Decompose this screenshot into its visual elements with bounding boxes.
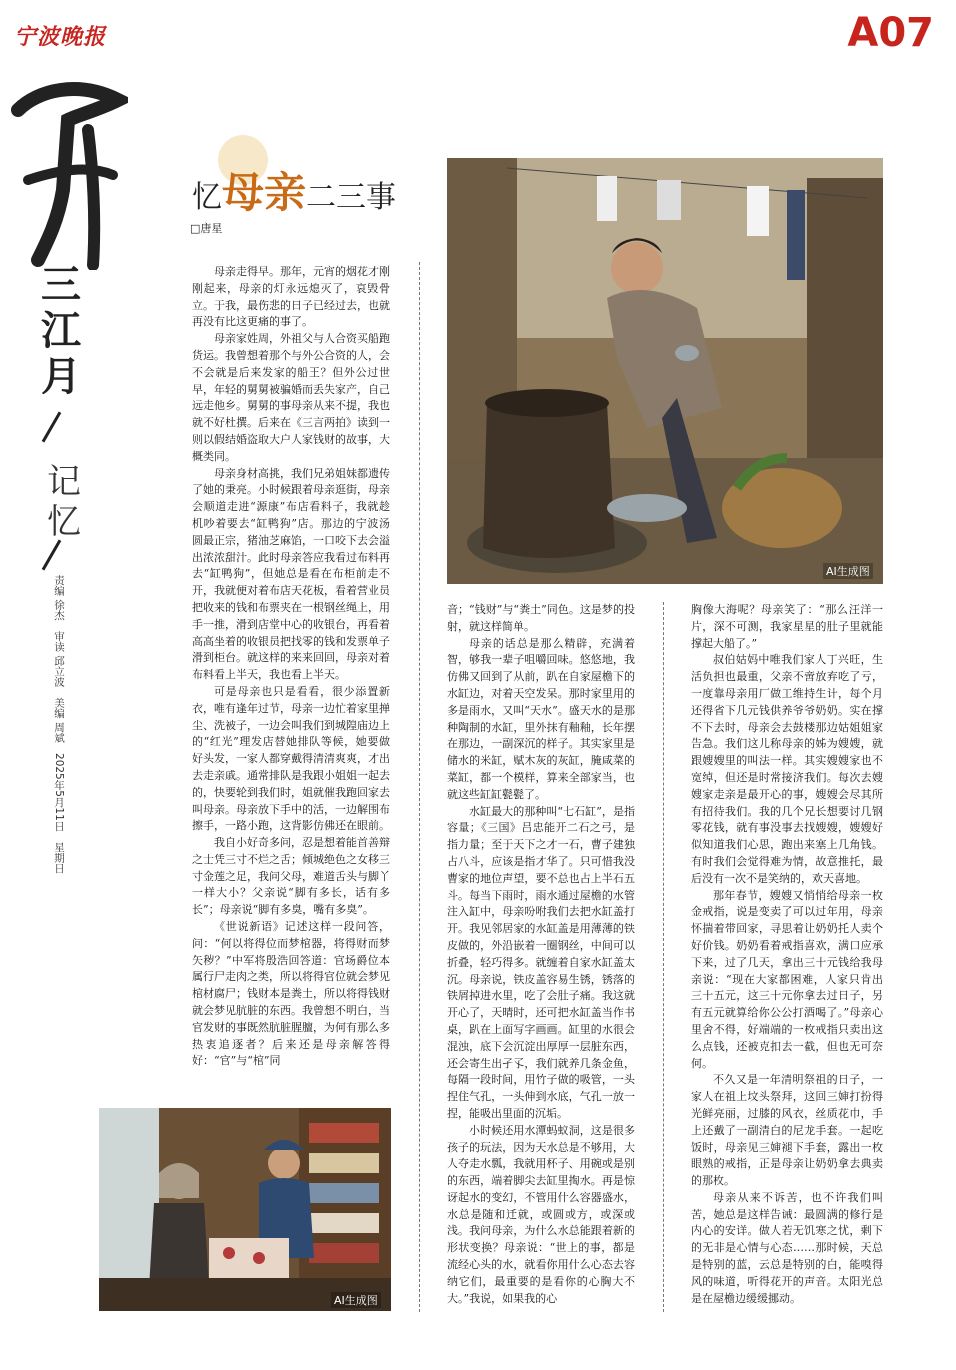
article-title [192, 160, 396, 220]
paragraph: 我自小好奇多问，忍是想着能首善辩之士凭三寸不烂之舌；倾城绝色之女移三寸金莲之足，我问父母，难道舌头与脚丫一样大小？父亲说“脚有多长，话有多长”；母亲说“脚有多臭，嘴有多臭”。 [192, 836, 390, 917]
divider-slash [42, 412, 62, 443]
subsection-char: 忆 [47, 502, 81, 542]
ai-generated-label: AI生成图 [823, 563, 873, 579]
subsection-char: 记 [47, 462, 81, 502]
paragraph: 母亲的话总是那么精辟，充满着智，够我一辈子咀嚼回味。悠悠地，我仿佛又回到了从前，趴在自家屋檐下的水缸边，对着天空发呆。那时家里用的多是雨水，又叫“天水”。盛天水的是那种陶制的水缸，里外抹有釉釉，长年摆在那边，一副深沉的样子。其实家里是储水的米缸，赋木灰的灰缸，腌咸菜的菜缸，都一个模样，算来全部家当，也就这些缸缸甏甏了。 [447, 636, 635, 801]
article-column-2 [447, 602, 635, 1312]
column-name [36, 262, 86, 400]
title-part: 忆 [192, 180, 222, 215]
paragraph: 母亲从来不诉苦，也不许我们叫苦，她总是这样告诫：最圆满的修行是内心的安详。做人若无饥寒之忧，剩下的无非是心情与心态……那时候，天总是特别的蓝，云总是特别的白，能嗅得风的味道，听得花开的声音。太阳光总是在屋檐边缓缓挪动。 [691, 1190, 883, 1305]
paragraph: 小时候还用水潭蚂蚁洞，这是很多孩子的玩法，因为天水总是不够用，大人夺走水瓢，我就用杯子、用碗或是别的东西，端着脚尖去缸里掏水。再是惊讶起水的变幻，不管用什么容器盛水，水总是随和迁就，或圆或方，或深或浅。我问母亲，为什么水总能跟着新的形状变换？母亲说：“世上的事，都是流经心头的水，就看你用什么心态去容纳它们，最重要的是看你的心胸大不大。”我说，如果我的心 [447, 1123, 635, 1305]
editor-credits: 责编 徐杰 审读 邱立波 美编 周斌 2025年5月11日 星期日 [53, 575, 65, 874]
subsection-name [44, 462, 84, 542]
paragraph: 水缸最大的那种叫“七石缸”，是指容量；《三国》吕忠能开二石之弓，是指力量；至于天下之才一石，曹子建独占八斗，应该是指才华了。只可惜我没曹家的地位声望，要不总也占上半石五斗。每当下雨时，雨水通过屋檐的水管注入缸中，母亲吩咐我们去把水缸盖打开。我见邻居家的水缸盖是用薄薄的铁皮做的，外沿嵌着一圈钢丝，中间可以折叠，轻巧得多。就缠着自家水缸盖太沉。母亲说，铁皮盖容易生锈，锈落的铁屑掉进水里，吃了会肚子痛。我这就开心了，天晴时，还可把水缸盖当作书桌，趴在上面写字画画。缸里的水很会混浊，底下会沉淀出厚厚一层脏东西，还会寄生出孑孓，我们就养几条金鱼，每隔一段时间，用竹子做的吸管，一头捏住气孔，一头伸到水底，气孔一放一捏，能吸出里面的沉垢。 [447, 804, 635, 1120]
column-char: 江 [41, 308, 81, 354]
paragraph: 母亲家姓周，外祖父与人合资买船跑货运。我曾想着那个与外公合资的人，会不会就是后来发家的船王？但外公过世早，年轻的舅舅被骗婚而丢失家产，自己远走他乡。舅舅的事母亲从来不提，我也就不好杜撰。后来在《三言两拍》读到一则以假结婚盗取大户人家钱财的故事，大概类同。 [192, 332, 390, 463]
paragraph: 叔伯姑妈中唯我们家人丁兴旺，生活负担也最重，父亲不啻放弃吃了亏，一度靠母亲用厂做工维持生计，每个月还得省下几元钱供养爷爷奶奶。实在撑不下去时，母亲会去鼓楼那边姑姐姐家告急。我们这儿称母亲的姊为嫂嫂，就跟嫂嫂里的叫法一样。其实嫂嫂家也不宽绰，但还是时常接济我们。每次去嫂嫂家走亲是最开心的事，嫂嫂会尽其所有招待我们。我的几个兄长想要讨几钢零花钱，就有事没事去找嫂嫂，嫂嫂好似知道我们心思，跑出来塞上几角钱。有时我们会觉得难为情，故意推托，最后没有一次不是笑纳的，欢天喜地。 [691, 653, 883, 885]
article-column-3 [691, 602, 883, 1312]
column-divider [663, 602, 664, 1312]
column-divider [419, 262, 420, 1312]
paragraph: 胸像大海呢？母亲笑了：“那么汪洋一片，深不可测，我家星星的肚子里就能撑起大船了。” [691, 603, 883, 650]
article-column-1 [192, 264, 390, 1094]
woman-washing-vegetables-photo [447, 158, 883, 584]
title-part: 亲 [264, 168, 307, 217]
column-char: 月 [41, 354, 81, 400]
paragraph: 《世说新语》记述这样一段问答，问：“何以将得位而梦棺器，将得财而梦矢秽？”中军将殷浩回答道：官场爵位本属行尸走肉之类，所以将得官位就会梦见棺材腐尸；钱财本是粪土，所以将得钱财就会梦见肮脏的东西。我曾想不明白，当官发财的事既然肮脏腥膻，为何有那么多热衷追逐者？后来还是母亲解答得好：“官”与“棺”同 [192, 920, 390, 1068]
divider-slash [42, 540, 62, 571]
fabric-shop-photo [99, 1108, 391, 1311]
ai-generated-label: AI生成图 [331, 1292, 381, 1308]
paragraph: 不久又是一年清明祭祖的日子，一家人在祖上坟头祭拜，这回三婶打扮得光鲜亮丽，过膝的风衣，丝质花巾，手上还戴了一副清白的尼龙手套。一起吃饭时，母亲见三婶褪下手套，露出一枚眼熟的戒指，正是母亲让奶奶拿去典卖的那枚。 [691, 1073, 883, 1188]
newspaper-masthead: 宁波晚报 [14, 24, 107, 50]
author-byline: □唐星 [190, 222, 223, 235]
paragraph: 母亲走得早。那年，元宵的烟花才刚刚起来，母亲的灯永远熄灭了，哀毁骨立。于我，最伤悲的日子已经过去，也就再没有比这更痛的事了。 [192, 265, 390, 329]
calligraphy-ornament [8, 70, 128, 270]
page-number: A07 [847, 10, 934, 56]
paragraph: 那年春节，嫂嫂又悄悄给母亲一枚金戒指，说是变卖了可以过年用，母亲怀揣着带回家，寻思着让奶奶托人卖个好价钱。奶奶看着戒指喜欢，满口应承下来，过了几天，拿出三十元钱给我母亲说：“现在大家都困难，人家只肯出三十五元，这三十元你拿去过日子，另有五元就算给你公公打酒喝了。”母亲心里舍不得，好端端的一枚戒指只卖出这么点钱，还被克扣去一截，但也无可奈何。 [691, 888, 883, 1070]
paragraph: 母亲身材高挑，我们兄弟姐妹都遗传了她的秉亮。小时候跟着母亲逛街，母亲会顺道走进“源康”布店看料子，我就趁机吵着要去“缸鸭狗”店。那边的宁波汤圆最正宗，猪油芝麻馅，一口咬下去会溢出浓浓甜汁。此时母亲答应我看过布料再去“缸鸭狗”，但她总是看在布柜前走不开，我就便对着布店天花板，看着营业员把收来的钱和布票夹在一根钢丝绳上，用手一推，滑到店堂中心的收银台，再看着高高坐着的收银员把找零的钱和发票单子滑到柜台。就这样的来来回回，母亲对着布料看上半天，我也看上半天。 [192, 466, 390, 682]
paragraph: 可是母亲也只是看看，很少添置新衣，唯有逢年过节，母亲一边忙着家里掸尘、洗被子，一边会叫我们到城隍庙边上的“红光”理发店替她排队等候，她要做好头发，一家人都穿戴得清清爽爽，才出去走亲戚。通常排队是我跟小姐姐一起去的，快要轮到我们时，姐就催我跑回家去叫母亲。母亲放下手中的活，一边解围布擦手，一路小跑，这背影仿佛还在眼前。 [192, 684, 390, 833]
paragraph: 音；“钱财”与“粪土”同色。这是梦的投射，就这样简单。 [447, 603, 635, 633]
title-part: 二三事 [306, 180, 397, 215]
title-part: 母 [222, 168, 265, 217]
column-char: 三 [41, 262, 81, 308]
